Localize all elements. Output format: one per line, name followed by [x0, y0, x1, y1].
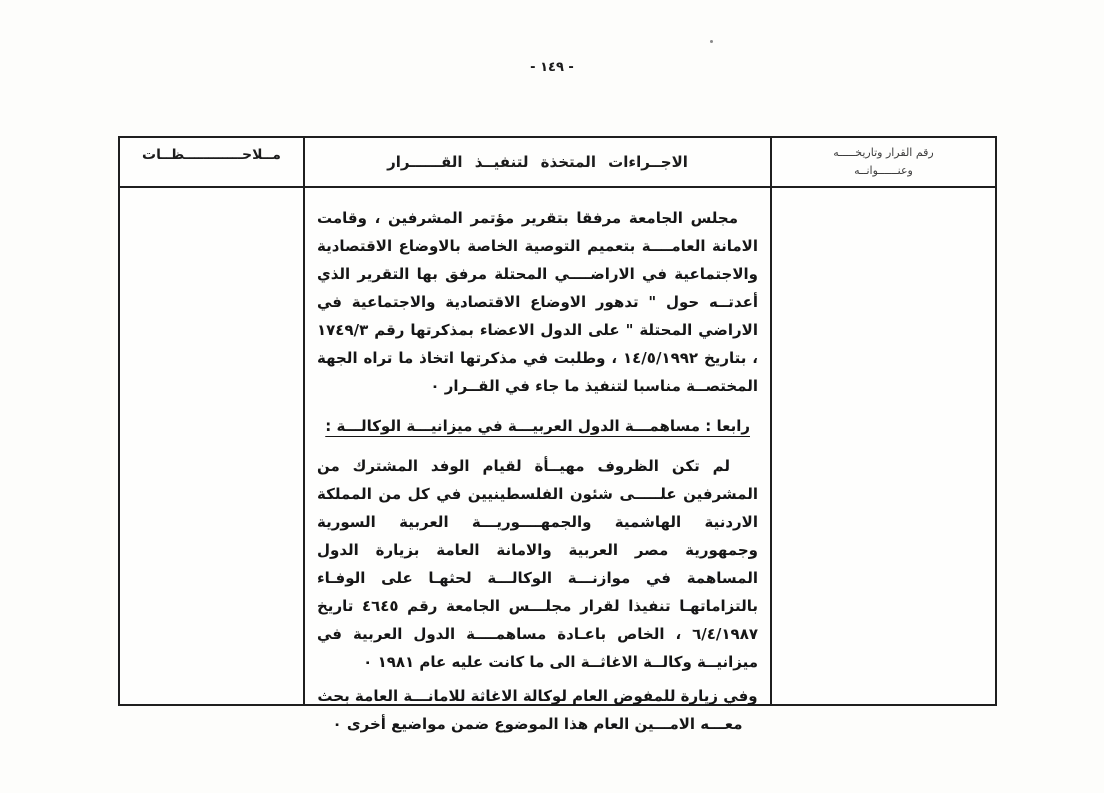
paragraph-joint-delegation: لم تكن الظروف مهيــأة لقيام الوفد المشترك من المشرفين علـــــى شئون الفلسطينيين في كل من المملكة الاردنية الهاشمية والجمهــــوريـــة العربية السورية وجمهورية مصر العربية والامانة العامة بزيارة الدول المساهمة في موازنـــة الوكالـــة لحثهـا على الوفـاء بالتزاماتهـا تنفيذا لقرار مجلـــس الجامعة رقم ٤٦٤٥ تاريخ ٦/٤/١٩٨٧ ، الخاص باعـادة مساهمــــة الدول العربية في ميزانيــة وكالــة الاغاثــة الى ما كانت عليه عام ١٩٨١ ٠ — [317, 457, 758, 671]
cell-actions-text — [305, 188, 772, 733]
section-heading-text: رابعا : مساهمـــة الدول العربيـــة في ميزانيـــة الوكالـــة : — [325, 417, 750, 435]
cell-remarks-empty — [120, 188, 305, 704]
cell-decision-empty — [772, 188, 995, 704]
header-decision-line1: رقم القرار وتاريخـــــه — [833, 146, 934, 159]
section-heading-fourth — [317, 412, 758, 440]
header-actions-taken: الاجــراءات المتخذة لتنفيــذ القــــــرار — [305, 138, 772, 186]
table-body-row — [120, 188, 995, 733]
scan-artifact-dot — [710, 40, 713, 43]
page-number: - ١٤٩ - — [530, 60, 574, 75]
header-decision-line2: وعنــــــوانــه — [854, 163, 913, 177]
paragraph-circular-memo: مجلس الجامعة مرفقا بتقرير مؤتمر المشرفين ، وقامت الامانة العامــــة بتعميم التوصية الخاصة بالاوضاع الاقتصادية والاجتماعية في الاراضــــي المحتلة مرفق بها التقرير الذي أعدتــه حول " تدهور الاوضاع الاقتصادية والاجتماعية في الاراضي المحتلة " على الدول الاعضاء بمذكرتها رقم ١٧٤٩/٣ ، بتاريخ ١٤/٥/١٩٩٢ ، وطلبت في مذكرتها اتخاذ ما تراه الجهة المختصــة مناسبا لتنفيذ ما جاء في القــرار ٠ — [317, 209, 759, 395]
decisions-table — [118, 136, 997, 733]
paragraph-commissioner-visit: وفي زيارة للمفوض العام لوكالة الاغاثة للامانـــة العامة بحث معـــه الامـــين العام هذا الموضوع ضمن مواضيع أخرى ٠ — [317, 687, 758, 733]
table-header-row — [120, 138, 995, 188]
header-decision-number — [772, 138, 995, 186]
header-remarks: مــلاحــــــــــــظــات — [120, 138, 305, 186]
